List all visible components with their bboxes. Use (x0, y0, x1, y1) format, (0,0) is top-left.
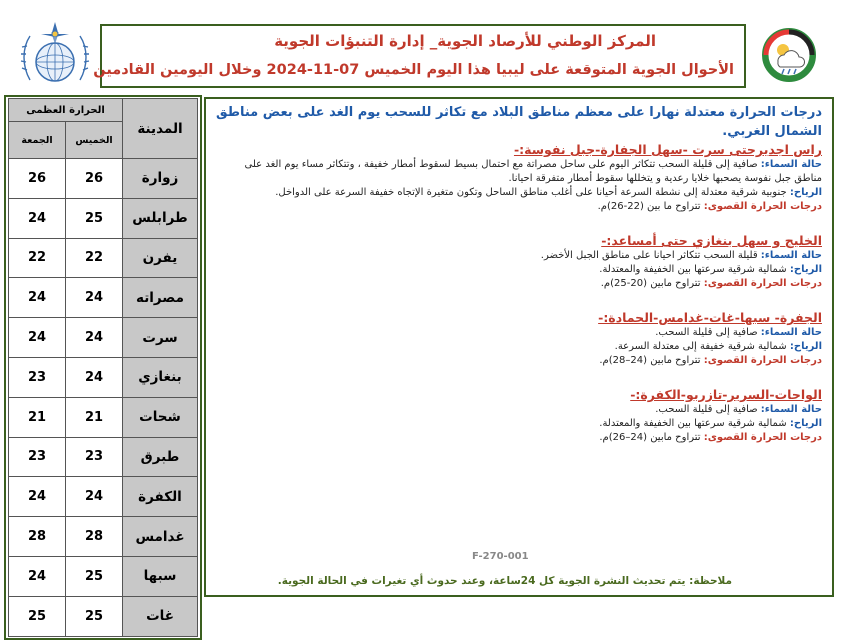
region-3-temp (216, 354, 822, 368)
city-name: بنغازي (123, 357, 198, 397)
table-body (9, 159, 198, 637)
sky-text: صافية إلى قليلة السحب تتكاثر اليوم على ساحل مصراتة مع احتمال بسيط لسقوط أمطار خفيفة ، وتتكاثر مساء يوم الغد على مناطق جبل نفوسة يصحبها خلايا رعدية و يتخللها سقوط أمطار متفرقة احيانا. (244, 159, 822, 184)
region-4-temp (216, 431, 822, 445)
sky-text: صافية إلى قليلة السحب. (655, 404, 758, 415)
region-2-temp (216, 277, 822, 291)
city-name: غدامس (123, 517, 198, 557)
day1-value: 24 (66, 477, 123, 517)
wind-text: شمالية شرقية سرعتها بين الخفيفة والمعتدلة. (599, 264, 787, 275)
wind-text: جنوبية شرقية معتدلة إلى نشطة السرعة أحيانا على أغلب مناطق الساحل وتكون متغيرة الإتجاه خفيفة السرعة على الدواخل. (275, 187, 787, 198)
table-row (9, 198, 198, 238)
day1-header: الخميس (66, 122, 123, 159)
day1-value: 21 (66, 397, 123, 437)
table-row (9, 477, 198, 517)
day2-value: 24 (9, 556, 66, 596)
region-3-wind (216, 340, 822, 354)
temp-label: درجات الحرارة القصوى: (703, 278, 822, 289)
region-3-title: الجفرة- سبها-غات-غدامس-الحمادة:- (598, 310, 822, 325)
table-row (9, 556, 198, 596)
table-row (9, 517, 198, 557)
sky-text: صافية إلى قليلة السحب. (655, 327, 758, 338)
sky-label: حالة السماء: (760, 250, 822, 261)
day1-value: 24 (66, 318, 123, 358)
day2-value: 28 (9, 517, 66, 557)
table-row (9, 397, 198, 437)
day2-value: 23 (9, 437, 66, 477)
day1-value: 25 (66, 596, 123, 636)
day2-header: الجمعة (9, 122, 66, 159)
day1-value: 24 (66, 278, 123, 318)
temperature-table (8, 98, 198, 637)
temp-text: تتراوح مابين (20-25)م. (600, 278, 701, 289)
temp-label: درجات الحرارة القصوى: (703, 432, 822, 443)
city-name: طرابلس (123, 198, 198, 238)
temp-text: تتراوح مابين (24–28)م. (599, 355, 701, 366)
day1-value: 25 (66, 556, 123, 596)
day2-value: 24 (9, 477, 66, 517)
temp-label: درجات الحرارة القصوى: (703, 201, 822, 212)
table-row (9, 159, 198, 199)
city-name: غات (123, 596, 198, 636)
day1-value: 24 (66, 357, 123, 397)
table-row (9, 437, 198, 477)
region-2-title: الخليج و سهل بنغازي حتى أمساعد:- (601, 233, 822, 248)
day1-value: 26 (66, 159, 123, 199)
region-1-sky (216, 158, 822, 186)
sky-label: حالة السماء: (760, 159, 822, 170)
day2-value: 25 (9, 596, 66, 636)
city-name: سرت (123, 318, 198, 358)
day2-value: 21 (9, 397, 66, 437)
city-name: سبها (123, 556, 198, 596)
sky-label: حالة السماء: (760, 327, 822, 338)
city-name: زوارة (123, 159, 198, 199)
region-1-temp (216, 200, 822, 214)
city-name: يفرن (123, 238, 198, 278)
city-name: شحات (123, 397, 198, 437)
header-box (93, 24, 746, 88)
form-code: F-270-001 (472, 551, 529, 562)
temp-label: درجات الحرارة القصوى: (703, 355, 822, 366)
region-4-sky (216, 403, 822, 417)
region-1-wind (216, 186, 822, 200)
temp-text: تتراوح ما بين (22-26)م. (597, 201, 701, 212)
wind-text: شمالية شرقية سرعتها بين الخفيفة والمعتدلة. (599, 418, 787, 429)
sky-label: حالة السماء: (760, 404, 822, 415)
city-name: طبرق (123, 437, 198, 477)
table-row (9, 238, 198, 278)
table-row (9, 318, 198, 358)
city-name: الكفرة (123, 477, 198, 517)
region-2-wind (216, 263, 822, 277)
day2-value: 24 (9, 198, 66, 238)
region-2-sky (216, 249, 822, 263)
nmc-libya-logo-icon (754, 22, 824, 88)
day2-value: 24 (9, 318, 66, 358)
wmo-emblem-icon (18, 18, 92, 90)
day1-value: 28 (66, 517, 123, 557)
table-row (9, 357, 198, 397)
wind-label: الرياح: (789, 418, 822, 429)
forecast-box (204, 97, 834, 597)
forecast-intro: درجات الحرارة معتدلة نهارا على معظم مناطق البلاد مع تكاثر للسحب يوم الغد على بعض مناطق الشمال الغربي. (216, 105, 822, 139)
table-row (9, 596, 198, 636)
max-temp-header: الحرارة العظمى (9, 99, 123, 122)
wind-label: الرياح: (789, 187, 822, 198)
city-name: مصراته (123, 278, 198, 318)
day2-value: 24 (9, 278, 66, 318)
day1-value: 25 (66, 198, 123, 238)
temp-text: تتراوح مابين (24–26)م. (599, 432, 701, 443)
day2-value: 22 (9, 238, 66, 278)
wind-label: الرياح: (789, 264, 822, 275)
update-note: ملاحظة: يتم تحديث النشرة الجوية كل 24ساعة، وعند حدوث أي تغيرات في الحالة الجوية. (277, 575, 732, 587)
day2-value: 23 (9, 357, 66, 397)
header-title: المركز الوطني للأرصاد الجوية_ إدارة التنبؤات الجوية (274, 32, 656, 50)
region-3-sky (216, 326, 822, 340)
header-subtitle: الأحوال الجوية المتوقعة على ليبيا هذا اليوم الخميس 07-11-2024 وخلال اليومين القادمين (93, 62, 734, 78)
city-header: المدينة (123, 99, 198, 159)
wind-text: شمالية شرقية خفيفة إلى معتدلة السرعة. (614, 341, 787, 352)
table-row (9, 278, 198, 318)
region-1-title: راس اجديرحتى سرت -سهل الجفارة-جبل نفوسة:- (513, 142, 822, 157)
region-4-title: الواحات-السرير-تازربو-الكفرة:- (630, 387, 822, 402)
region-4-wind (216, 417, 822, 431)
wind-label: الرياح: (789, 341, 822, 352)
sky-text: قليلة السحب تتكاثر احيانا على مناطق الجبل الأخضر. (540, 250, 758, 261)
day1-value: 23 (66, 437, 123, 477)
day1-value: 22 (66, 238, 123, 278)
day2-value: 26 (9, 159, 66, 199)
